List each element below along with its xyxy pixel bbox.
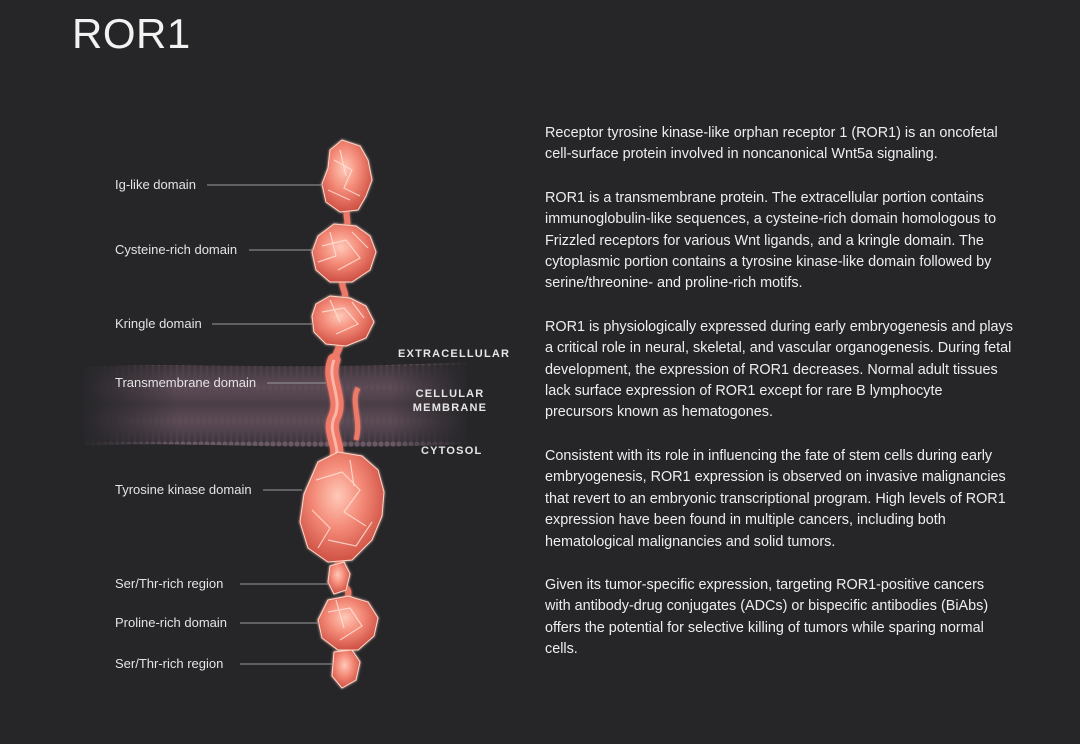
proline-rich-domain-shape xyxy=(318,596,378,650)
ser-thr-rich-region-shape xyxy=(328,562,350,594)
ser-thr-rich-region-lower-shape xyxy=(332,650,360,688)
region-cellular-membrane xyxy=(410,387,490,415)
label-ig-like-domain: Ig-like domain xyxy=(115,177,196,192)
description-paragraph-5: Given its tumor-specific expression, targeting ROR1-positive cancers with antibody-drug conjugates (ADCs) or bispecific antibodies (BiAbs) offers the potential for selective killing of tumors while sparing normal cells. xyxy=(545,576,989,658)
label-cysteine-rich-domain: Cysteine-rich domain xyxy=(115,242,238,257)
description-paragraph-1: Receptor tyrosine kinase-like orphan receptor 1 (ROR1) is an oncofetal cell-surface protein involved in noncanonical Wnt5a signaling. xyxy=(545,125,998,163)
page-title: ROR1 xyxy=(72,10,191,57)
description-paragraph-3: ROR1 is physiologically expressed during early embryogenesis and plays a critical role in neural, skeletal, and vascular organogenesis. During fetal development, the expression of ROR1 decreases. Normal adult tissues lack surface expression of ROR1 except for rare B lymphocyte precursors known as hematogones. xyxy=(545,318,1013,421)
ig-like-domain-shape xyxy=(322,140,372,212)
ror1-protein-diagram xyxy=(0,0,520,744)
description-paragraph-2: ROR1 is a transmembrane protein. The extracellular portion contains immunoglobulin-like sequences, a cysteine-rich domain homologous to Frizzled receptors for various Wnt ligands, and a kringle domain. The cytoplasmic portion contains a tyrosine kinase-like domain followed by serine/threonine- and proline-rich motifs. xyxy=(545,189,997,292)
description-paragraph-4: Consistent with its role in influencing the fate of stem cells during early embryogenesis, ROR1 expression is observed on invasive malignancies that revert to an embryonic transcriptional program. High levels of ROR1 expression have been found in multiple cancers, including both hematological malignancies and solid tumors. xyxy=(545,447,1006,550)
kringle-domain-shape xyxy=(312,296,374,346)
label-ser-thr-rich-region: Ser/Thr-rich region xyxy=(115,576,224,591)
label-tyrosine-kinase-domain: Tyrosine kinase domain xyxy=(115,482,252,497)
tyrosine-kinase-domain-shape xyxy=(300,452,384,562)
cysteine-rich-domain-shape xyxy=(312,224,376,282)
region-cytosol: CYTOSOL xyxy=(421,445,483,457)
label-proline-rich-domain: Proline-rich domain xyxy=(115,615,227,630)
description-text xyxy=(545,123,1013,683)
region-extracellular: EXTRACELLULAR xyxy=(398,348,511,360)
label-ser-thr-rich-region-lower: Ser/Thr-rich region xyxy=(115,656,224,671)
region-membrane-label: MEMBRANE xyxy=(412,402,488,414)
region-cellular-label: CELLULAR xyxy=(415,388,485,400)
label-kringle-domain: Kringle domain xyxy=(115,316,202,331)
label-transmembrane-domain: Transmembrane domain xyxy=(115,375,257,390)
